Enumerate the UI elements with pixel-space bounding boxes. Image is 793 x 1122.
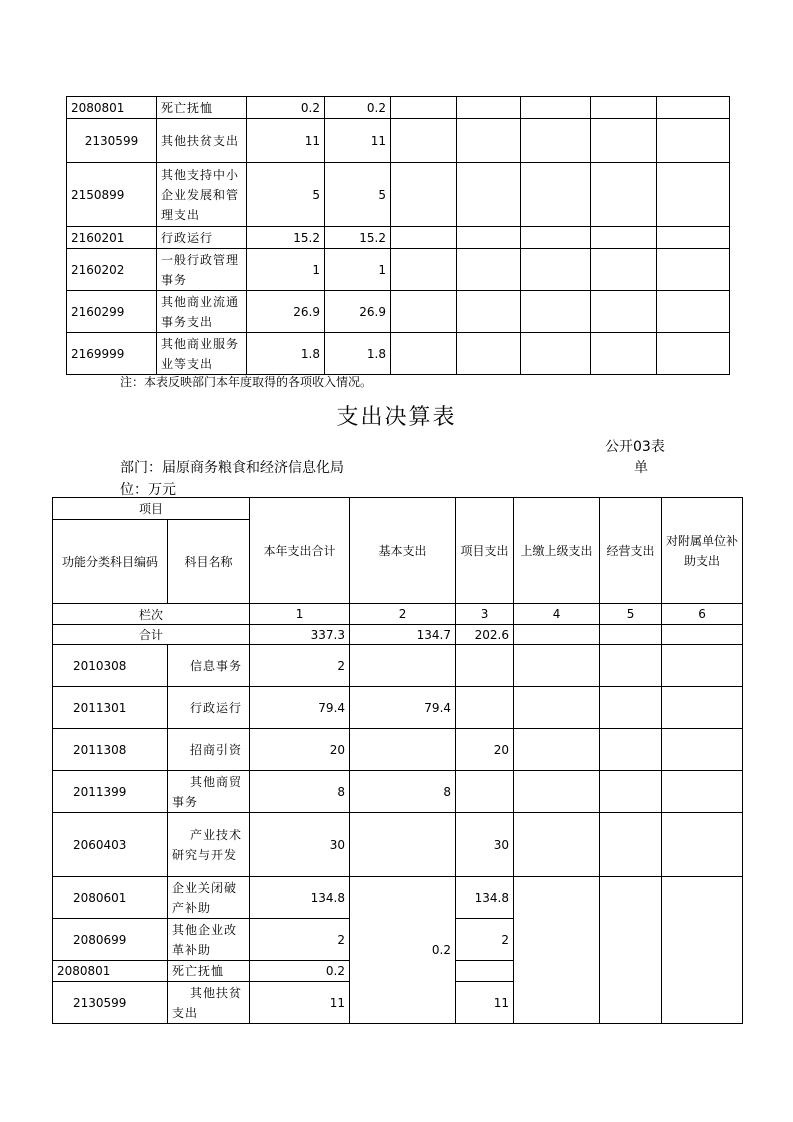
name-cell: 产业技术研究与开发	[168, 813, 250, 877]
value-cell: 26.9	[325, 291, 391, 333]
name-cell: 招商引资	[168, 729, 250, 771]
header-subsidy: 对附属单位补助支出	[662, 498, 743, 604]
value-cell: 0.2	[325, 97, 391, 119]
col-number: 3	[456, 604, 514, 625]
header-basic: 基本支出	[350, 498, 456, 604]
value-cell: 1	[325, 249, 391, 291]
code-cell: 2080801	[67, 97, 157, 119]
total-cell: 20	[250, 729, 350, 771]
value-cell: 0.2	[247, 97, 325, 119]
table-row	[53, 877, 743, 919]
sum-basic: 134.7	[350, 625, 456, 645]
name-cell: 企业关闭破产补助	[168, 877, 250, 919]
value-cell: 15.2	[325, 227, 391, 249]
basic-cell: 8	[350, 771, 456, 813]
value-cell: 1	[247, 249, 325, 291]
code-cell: 2130599	[67, 119, 157, 163]
project-cell: 30	[456, 813, 514, 877]
unit-label: 位：万元	[120, 482, 176, 498]
col-number: 5	[600, 604, 662, 625]
code-cell: 2160201	[67, 227, 157, 249]
name-cell: 行政运行	[157, 227, 247, 249]
code-cell: 2150899	[67, 163, 157, 227]
value-cell: 5	[325, 163, 391, 227]
value-cell: 15.2	[247, 227, 325, 249]
value-cell: 1.8	[247, 333, 325, 375]
header-project-exp: 项目支出	[456, 498, 514, 604]
table-row	[67, 333, 730, 375]
department-label: 部门：届原商务粮食和经济信息化局	[120, 460, 344, 476]
table-row	[67, 227, 730, 249]
table-row	[67, 119, 730, 163]
table-row	[53, 645, 743, 687]
project-cell	[456, 687, 514, 729]
code-cell: 2010308	[53, 645, 168, 687]
value-cell: 1.8	[325, 333, 391, 375]
header-upper: 上缴上级支出	[514, 498, 600, 604]
basic-cell: 79.4	[350, 687, 456, 729]
income-table-continued	[66, 96, 730, 375]
name-cell: 死亡抚恤	[157, 97, 247, 119]
project-cell: 134.8	[456, 877, 514, 919]
value-cell: 11	[247, 119, 325, 163]
basic-cell	[350, 645, 456, 687]
sum-total: 337.3	[250, 625, 350, 645]
total-cell: 0.2	[250, 961, 350, 982]
col-number: 1	[250, 604, 350, 625]
project-cell	[456, 961, 514, 982]
table-row	[67, 249, 730, 291]
table-row	[53, 813, 743, 877]
project-cell	[456, 645, 514, 687]
sum-project: 202.6	[456, 625, 514, 645]
name-cell: 其他扶贫支出	[157, 119, 247, 163]
table-row	[53, 729, 743, 771]
name-cell: 其他扶贫支出	[168, 982, 250, 1024]
total-cell: 2	[250, 919, 350, 961]
name-cell: 一般行政管理事务	[157, 249, 247, 291]
name-cell: 行政运行	[168, 687, 250, 729]
col-number: 6	[662, 604, 743, 625]
header-operating: 经营支出	[600, 498, 662, 604]
code-cell: 2160202	[67, 249, 157, 291]
total-cell: 2	[250, 645, 350, 687]
header-func-code: 功能分类科目编码	[53, 520, 168, 604]
expenditure-table	[52, 497, 743, 1024]
col-number: 4	[514, 604, 600, 625]
total-cell: 30	[250, 813, 350, 877]
col-number: 2	[350, 604, 456, 625]
table-row	[67, 97, 730, 119]
name-cell: 其他商贸事务	[168, 771, 250, 813]
basic-cell	[350, 729, 456, 771]
code-cell: 2011301	[53, 687, 168, 729]
basic-cell	[350, 813, 456, 877]
code-cell: 2011308	[53, 729, 168, 771]
table-row	[67, 291, 730, 333]
sum-label: 合计	[53, 625, 250, 645]
project-cell: 2	[456, 919, 514, 961]
header-project: 项目	[53, 498, 250, 520]
sum-row	[53, 625, 743, 645]
project-cell	[456, 771, 514, 813]
page-title: 支出决算表	[336, 405, 457, 430]
value-cell: 26.9	[247, 291, 325, 333]
row-label: 栏次	[53, 604, 250, 625]
unit-suffix: 单	[634, 460, 648, 476]
total-cell: 79.4	[250, 687, 350, 729]
code-cell: 2011399	[53, 771, 168, 813]
form-number: 公开03表	[605, 439, 665, 455]
name-cell: 死亡抚恤	[168, 961, 250, 982]
code-cell: 2160299	[67, 291, 157, 333]
header-subject-name: 科目名称	[168, 520, 250, 604]
code-cell: 2080801	[53, 961, 168, 982]
total-cell: 11	[250, 982, 350, 1024]
code-cell: 2080601	[53, 877, 168, 919]
code-cell: 2169999	[67, 333, 157, 375]
table-row	[67, 163, 730, 227]
name-cell: 信息事务	[168, 645, 250, 687]
column-index-row	[53, 604, 743, 625]
total-cell: 134.8	[250, 877, 350, 919]
header-total: 本年支出合计	[250, 498, 350, 604]
header-row	[53, 498, 743, 520]
basic-cell-merged: 0.2	[350, 877, 456, 1024]
code-cell: 2130599	[53, 982, 168, 1024]
project-cell: 20	[456, 729, 514, 771]
code-cell: 2080699	[53, 919, 168, 961]
name-cell: 其他商业流通事务支出	[157, 291, 247, 333]
table-row	[53, 771, 743, 813]
table-note: 注：本表反映部门本年度取得的各项收入情况。	[120, 375, 373, 389]
value-cell: 11	[325, 119, 391, 163]
project-cell: 11	[456, 982, 514, 1024]
name-cell: 其他企业改革补助	[168, 919, 250, 961]
name-cell: 其他支持中小企业发展和管理支出	[157, 163, 247, 227]
name-cell: 其他商业服务业等支出	[157, 333, 247, 375]
total-cell: 8	[250, 771, 350, 813]
value-cell: 5	[247, 163, 325, 227]
code-cell: 2060403	[53, 813, 168, 877]
table-row	[53, 687, 743, 729]
